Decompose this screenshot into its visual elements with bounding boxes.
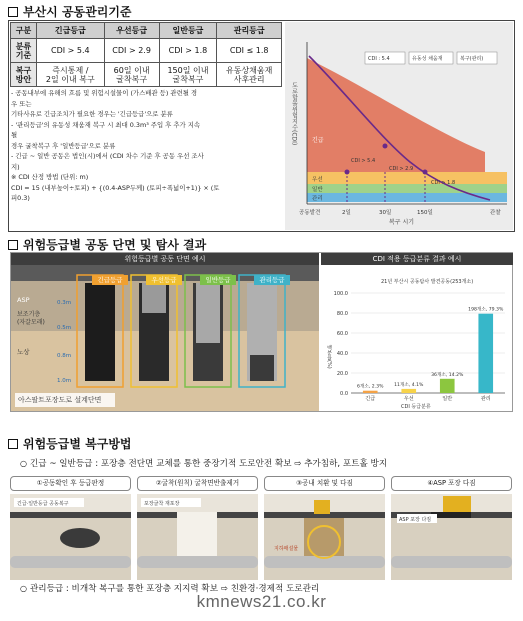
depth-label: 0.3m (57, 300, 72, 306)
table-cell: 유동상채움재 사후관리 (217, 63, 282, 87)
grade-label-priority: 우선등급 (146, 275, 182, 285)
step-annotation: 긴급·일반등급 공동복구 (17, 501, 69, 507)
cavity-photo-priority-top (142, 283, 166, 313)
y-tick-label: 20.0 (336, 371, 348, 377)
note-line: 지) (11, 162, 20, 171)
table-row (11, 63, 282, 87)
chart-ylabel: 도로함몰위험지수(CDI) (290, 82, 298, 146)
curve-point (383, 144, 388, 149)
note-line: 될 (11, 131, 18, 139)
table-cell: 150일 이내 굴착복구 (159, 63, 217, 87)
method-manage: ○ 관리등급 : 비개착 복구를 통한 포장층 지지력 확보 ⇨ 친환경·경제적 도로관리 (20, 584, 320, 594)
step-annotation: ASP 포장 다짐 (399, 517, 432, 523)
cavity-photo-manage-bottom (250, 355, 274, 381)
table-header-cell: 긴급등급 (37, 23, 105, 39)
y-tick-label: 40.0 (336, 351, 348, 357)
chart-xlabel: 복구 시기 (389, 219, 415, 226)
cdi-repair-chart (285, 22, 513, 230)
legend-text: CDI : 5.4 (368, 56, 390, 62)
step-annotation: 지하매설물 (274, 546, 299, 552)
repair-step-3 (264, 476, 385, 580)
step-3-illustration (264, 494, 385, 580)
step-annotation: 포장굴착 재포장 (144, 501, 180, 507)
step-1-illustration (10, 494, 131, 580)
bar (440, 379, 455, 393)
row-header: 복구 방안 (11, 63, 37, 87)
bar-data-label: 11개소, 4.1% (394, 382, 424, 388)
table-cell: 60일 이내 굴착복구 (104, 63, 159, 87)
grade-label-normal: 일반등급 (200, 275, 236, 285)
depth-label: 0.5m (57, 325, 72, 331)
bar (363, 391, 378, 393)
bar-data-label: 198개소, 79.3% (468, 307, 504, 313)
layer-label-subbase: 보조기층 (자갈모래) (17, 311, 45, 326)
watermark: kmnews21.co.kr (196, 592, 327, 611)
grade-label-manage: 관리등급 (254, 275, 290, 285)
depth-label: 0.8m (57, 353, 72, 359)
section1-title: 부산시 공동관리기준 (8, 3, 132, 20)
x-tick-label: 일반 (442, 396, 453, 402)
cdi-result-chart-panel (321, 253, 513, 411)
bar (478, 314, 493, 393)
bullet-circle-icon: ○ (20, 584, 27, 593)
note-line: 기타사유로 긴급조치가 필요한 경우는 '긴급등급'으로 분류 (11, 110, 173, 118)
result-chart-caption: CDI 적용 등급분류 결과 예시 (321, 253, 513, 265)
band-manage (307, 193, 507, 202)
cavity-cross-section (11, 253, 319, 411)
x-tick-label: 우선 (403, 396, 414, 402)
threshold-label: CDI > 1.8 (431, 180, 456, 186)
note-line: ※ CDI 산정 방법 (단위: m) (11, 173, 89, 181)
step-title: ④ASP 포장 다짐 (391, 476, 512, 491)
cavity-section-panel (10, 252, 513, 412)
note-line: 우 또는 (11, 99, 32, 108)
band-normal (307, 184, 507, 193)
band-label: 긴급 (312, 137, 324, 144)
bar-data-label: 36개소, 14.2% (431, 372, 464, 378)
band-label: 일반 (312, 187, 323, 193)
table-header-cell: 일반등급 (159, 23, 217, 39)
note-line: 피0.3) (11, 194, 30, 202)
note-line: - 공동내부에 유해의 흐름 및 위험시설물이 (가스배관 등) 관련될 경 (11, 89, 198, 97)
y-tick-label: 80.0 (336, 311, 348, 317)
cavity-photo-urgent (85, 283, 115, 381)
step-4-illustration (391, 494, 512, 580)
cross-section-caption: 위험등급별 공동 단면 예시 (11, 253, 319, 265)
checkbox-square-icon (8, 439, 18, 449)
bullet-circle-icon: ○ (20, 459, 27, 468)
chart-xlabel: CDI 등급분류 (401, 404, 431, 410)
cavity-photo-normal-top (196, 283, 220, 343)
threshold-label: CDI > 5.4 (351, 158, 376, 164)
x-tick-label: 긴급 (365, 396, 376, 402)
legend-text: 유동성 채움재 (412, 56, 443, 62)
note-line: 경우 굴착복구 후 '일반등급'으로 분류 (11, 141, 116, 150)
band-label: 우선 (312, 177, 323, 183)
table-cell: 즉시통제 / 2일 이내 복구 (37, 63, 105, 87)
legend-text: 복구(관리) (460, 56, 484, 62)
table-cell: CDI > 1.8 (159, 39, 217, 63)
depth-label: 1.0m (57, 378, 72, 384)
chart-ylabel: 백분율(%) (326, 345, 332, 369)
y-tick-label: 0.0 (340, 391, 348, 397)
repair-step-2 (137, 476, 258, 580)
x-tick-label: 관리 (480, 396, 491, 402)
y-tick-label: 60.0 (336, 331, 348, 337)
band-label: 관리 (312, 196, 323, 202)
x-tick-label: 관찰 (490, 210, 501, 216)
table-header-cell: 관리등급 (217, 23, 282, 39)
cross-section-illustration (11, 265, 319, 411)
criteria-notes (11, 88, 283, 204)
bar (401, 389, 416, 393)
design-section-caption: 아스팔트포장도로 설계단면 (18, 396, 102, 404)
layer-label-subgrade: 노상 (17, 348, 30, 356)
table-cell: CDI > 5.4 (37, 39, 105, 63)
x-tick-label: 2일 (342, 210, 351, 216)
note-line: - 긴급 ~ 일반 공동은 법인(시)에서 (CDI 차수 기준 후 공동 우선 조사 (11, 152, 204, 160)
step-title: ②굴착(원칙) 굴착면반출제거 (137, 476, 258, 491)
table-header-cell: 우선등급 (104, 23, 159, 39)
checkbox-square-icon (8, 7, 18, 17)
criteria-table-header (11, 23, 282, 39)
note-line: CDI = 15 (내부높이÷토피) + {(0.4-ASP두께) (토피÷폭넓이+1)} × (토 (11, 183, 220, 192)
cdi-result-bar-chart (321, 265, 513, 411)
table-header-cell: 구분 (11, 23, 37, 39)
section3-title: 위험등급별 복구방법 (8, 435, 132, 452)
row-header: 분류 기준 (11, 39, 37, 63)
y-tick-label: 100.0 (333, 291, 348, 297)
repair-steps (10, 476, 513, 580)
table-cell: CDI > 2.9 (104, 39, 159, 63)
criteria-table (10, 22, 282, 87)
layer-label-asp: ASP (17, 296, 30, 304)
bar-data-label: 6개소, 2.3% (357, 384, 384, 390)
table-cell: CDI ≤ 1.8 (217, 39, 282, 63)
band-urgent (307, 58, 485, 172)
cdi-repair-chart-svg (285, 22, 513, 230)
threshold-label: CDI > 2.9 (389, 166, 414, 172)
repair-step-4 (391, 476, 512, 580)
x-tick-label: 공동발견 (299, 210, 321, 216)
step-2-illustration (137, 494, 258, 580)
x-tick-label: 30일 (379, 210, 392, 216)
checkbox-square-icon (8, 240, 18, 250)
step-title: ③공내 치환 및 다짐 (264, 476, 385, 491)
x-tick-label: 150일 (417, 210, 433, 216)
step-title: ①공동확인 후 등급판정 (10, 476, 131, 491)
table-row (11, 39, 282, 63)
curve-point (345, 170, 350, 175)
section2-title: 위험등급별 공동 단면 및 탐사 결과 (8, 236, 206, 253)
chart-title: 21년 부산시 공동탐사 발견공동(253개소) (381, 279, 474, 285)
curve-point (423, 170, 428, 175)
method-urgent-normal: ○ 긴급 ~ 일반등급 : 포장층 전단면 교체를 통한 중장기적 도로안전 확보 ⇨ 추가침하, 포트홀 방지 (20, 459, 388, 469)
band-priority (307, 172, 507, 184)
grade-label-urgent: 긴급등급 (92, 275, 128, 285)
note-line: - '관리등급'의 유동성 채움재 복구 시 최대 0.3m³ 주입 후 추가 지속 (11, 120, 201, 129)
repair-step-1 (10, 476, 131, 580)
